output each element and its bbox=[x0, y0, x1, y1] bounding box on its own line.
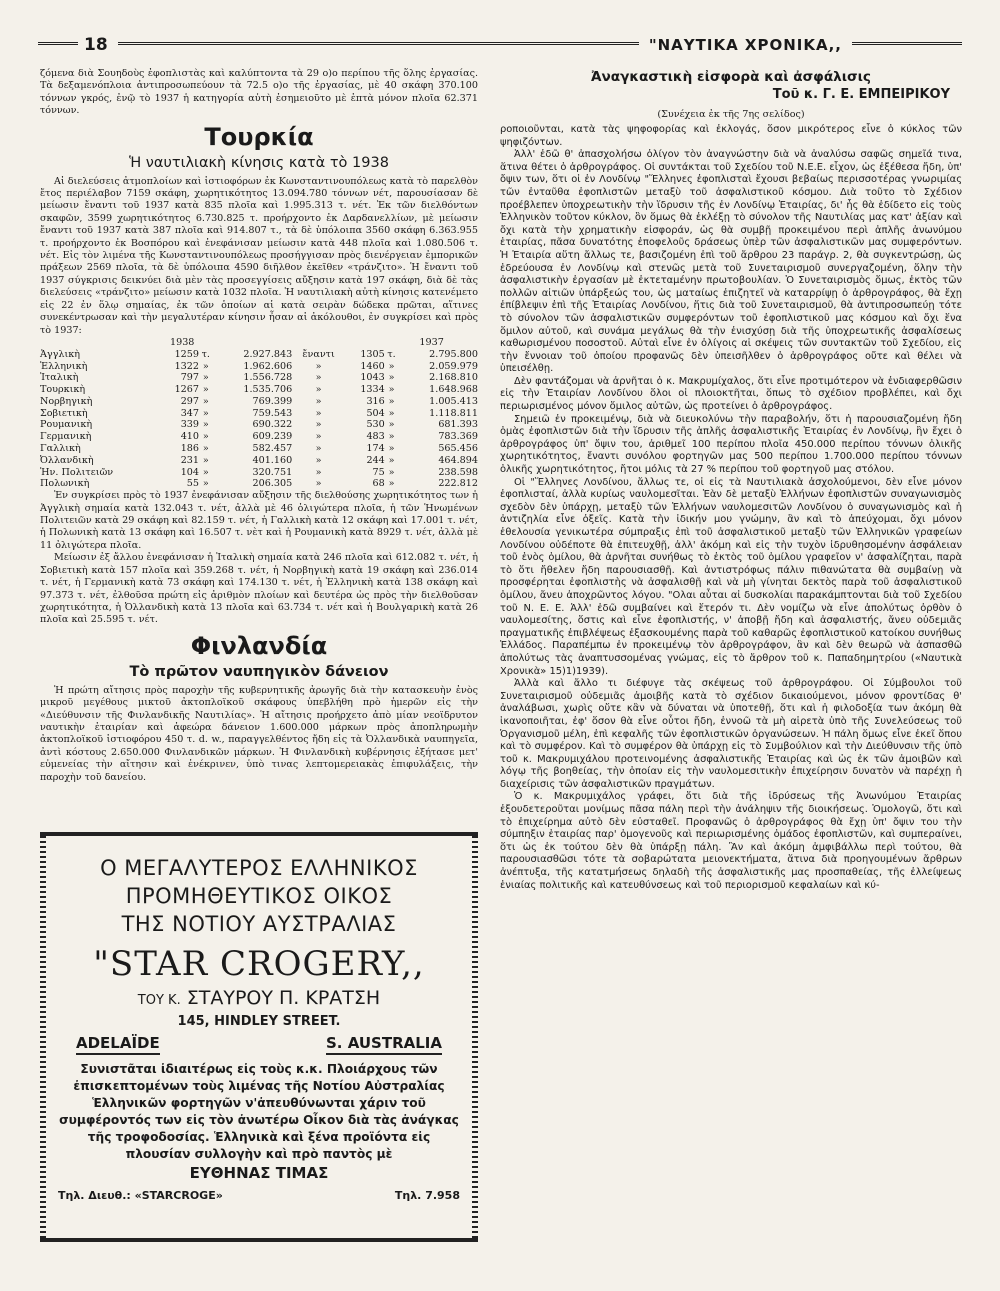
table-cell-t38: 401.160 bbox=[252, 454, 293, 466]
article-paragraph-2: Δὲν φαντάζομαι νὰ ἀρνῆται ὁ κ. Μακρυμίχαλος, ὅτι εἶνε προτιμότερον νὰ ἐνδιαφερθῶσιν εἰς τὴν Ἑταιρίαν Λονδίνου ὅλοι οἱ πλοιοκτῆται, ὅπως τὸ σχέδιον προβλέπει, καὶ ὄχι περιωρισμένος μόνον ὅμιλος αὐτῶν, ὡς προτείνει ὁ ἀρθρογράφος. bbox=[500, 375, 962, 413]
finland-subheading: Τὸ πρῶτον ναυπηγικὸν δάνειον bbox=[129, 663, 389, 680]
header-rule-right bbox=[852, 42, 962, 48]
table-cell-s37: 1043 bbox=[360, 372, 385, 384]
table-cell-u: » bbox=[388, 443, 395, 455]
article-paragraph-3: Σημειῶ ἐν προκειμένῳ, διὰ νὰ διευκολύνω τὴν παραβολήν, ὅτι ἡ παρουσιαζομένη ἤδη ὁμὰς ἐφοπλιστῶν διὰ τὴν ἵδρυσιν τῆς ἁπλῆς ἀσφαλιστικῆς Ἑταιρίας ἐν Λονδίνῳ, ἣν ἔχει ὁ ἀρθρογράφος ὑπ' ὄψιν του, ἀριθμεῖ 100 περίπου πλοῖα 450.000 περίπου τόννων ὁλικῆς χωρητικότητος, ἔναντι συνόλου φορτηγῶν μας 500 περίπου 1.700.000 περίπου τόννων ὁλικῆς χωρητικότητος, ἤτοι μόλις τὰ 27 % περίπου τοῦ φορτηγοῦ μας στόλου. bbox=[500, 413, 962, 476]
table-cell-sep: » bbox=[315, 454, 322, 466]
table-cell-t38: 690.322 bbox=[252, 419, 293, 431]
table-cell-flag: Τουρκικὴ bbox=[40, 384, 86, 396]
table-cell-u: » bbox=[202, 360, 209, 372]
table-cell-t38: 320.751 bbox=[252, 466, 293, 478]
table-cell-u: » bbox=[388, 360, 395, 372]
turkey-paragraph-2: Ἐν συγκρίσει πρὸς τὸ 1937 ἐνεφάνισαν αὔξησιν τῆς διελθούσης χωρητικότητος των ἡ Ἀγγλικὴ σημαία κατὰ 132.043 τ. νέτ, ἀλλὰ μὲ 46 ὀλιγώτερα πλοῖα, ἡ τῶν Ἡνωμένων Πολιτειῶν κατὰ 29 σκάφη καὶ 82.159 τ. νέτ, ἡ Γαλλικὴ κατὰ 12 σκάφη καὶ 17.001 τ. νέτ, ἡ Πολωνικὴ κατὰ 13 σκάφη καὶ 16.507 τ. νὲτ καὶ ἡ Ρουμανικὴ κατὰ 8929 τ. νέτ, ἀλλὰ μὲ 11 ὀλιγώτερα πλοῖα. bbox=[40, 490, 478, 551]
table-cell-t37: 565.456 bbox=[438, 443, 478, 455]
table-cell-t38: 1.535.706 bbox=[243, 384, 293, 396]
table-cell-s38: 410 bbox=[180, 431, 199, 443]
table-cell-u: τ. bbox=[387, 348, 396, 360]
table-cell-t37: 1.648.968 bbox=[429, 384, 478, 396]
table-cell-s37: 68 bbox=[372, 478, 385, 490]
continuation-note: (Συνέχεια ἐκ τῆς 7ης σελίδος) bbox=[657, 109, 805, 120]
intro-paragraph: ζόμενα διὰ Σουηδοὺς ἐφοπλιστὰς καὶ καλύπτοντα τὰ 29 ο)ο περίπου τῆς ὅλης ἐργασίας. Τὰ δεξαμενόπλοια ἀντιπροσωπεύουν τὰ 72.5 ο)ο τῆς ἐργασίας, μὲ 40 σκάφη 370.100 τόννων γκρός, ἐνῷ τὸ 1937 ἡ κατηγορία αὐτὴ ἐσημειοῦτο μὲ ἑπτὰ μόνον πλοῖα 62.371 τόννων. bbox=[40, 68, 478, 117]
ad-line-1: Ο ΜΕΓΑΛΥΤΕΡΟΣ ΕΛΛΗΝΙΚΟΣ bbox=[100, 856, 418, 880]
table-cell-sep: » bbox=[315, 431, 322, 443]
table-row bbox=[40, 467, 478, 479]
table-cell-t37: 1.005.413 bbox=[429, 395, 478, 407]
publication-title: "ΝΑΥΤΙΚΑ ΧΡΟΝΙΚΑ,, bbox=[648, 36, 842, 54]
article-paragraph-1: Ἀλλ' ἐδῶ θ' ἀπασχολήσω ὀλίγον τὸν ἀναγνώστην διὰ νὰ ἀναλύσω σαφῶς σημεῖά τινα, ἅτινα θέτει ὁ ἀρθρογράφος. Οἱ συντάκται τοῦ Σχεδίου τοῦ Ν.Ε.Ε. εἶχον, ὡς ἐξέθεσα ἤδη, ὑπ' ὄψιν των, ὅτι οἱ ἐν Λονδίνῳ "Ἕλληνες ἐφοπλισταὶ ἔχουσι βεβαίως περισσοτέρας γνωριμίας τῶν ἐνταῦθα ἐφοπλιστῶν μεταξὺ τοῦ ἀσφαλιστικοῦ κόσμου. Διὰ τοῦτο τὸ Σχέδιον προέβλεπεν ὑποχρεωτικὴν τὴν ἵδρυσιν τῆς ἐν Λονδίνῳ Ἑταιρίας, δι' ἧς θὰ ἐδίδετο εἰς τοὺς Ἑλληνικὸν τοῦτον κύκλον, ὃν ὅμως θὰ ἐκλέξῃ τὸ σύνολον τῆς Ναυτιλίας μας κατ' ἀξίαν καὶ ὄχι κατὰ τὴν χρηματικὴν εἰσφοράν, ὡς θὰ συμβῇ προκειμένου περὶ ἁπλῆς ἀνωνύμου ἑταιρίας, πᾶσα δυνατότης ἐποφελοῦς δράσεως ὑπὲρ τῶν ἀσφαλιστικῶν μας συμφερόντων. Ἡ Ἑταιρία αὕτη ἄλλως τε, βασιζομένη ἐπὶ τοῦ ἄρθρου 23 παράγρ. 2, θὰ συγκεντρώσῃ, ὡς ἑδρεύουσα ἐν Λονδίνῳ καὶ στενῶς μετὰ τοῦ Συνεταιρισμοῦ συνεργαζομένη, ὅλην τὴν ἀσφαλιστικὴν ἐργασίαν μὲ ἐκτεταμένην πρωτοβουλίαν. Ὁ Συνεταιρισμὸς ὅμως, ἐκτὸς τῶν πολλῶν αἰτιῶν ὑπάρξεώς του, ὡς ματαίως ἐπιζητεῖ νὰ καταρρίψῃ ὁ ἀρθρογράφος, θὰ ἔχῃ ἐπίβλεψιν ἐπὶ τῆς Ἑταιρίας Λονδίνου, ἥτις διὰ τοῦ Συνεταιρισμοῦ, θὰ ἀντιπροσωπεύῃ τότε τὸ σύνολον τῶν ἀσφαλιστικῶν συμφερόντων τοῦ ἐφοπλιστικοῦ μας κόσμου καὶ ὄχι ἕνα ὅμιλον αὐτοῦ, καὶ συνάμα μεγάλως θὰ τὴν ἐνισχύσῃ διὰ τῆς ὑποχρεωτικῆς ἀσφαλίσεως καθωρισμένου ποσοστοῦ. Αὐταὶ εἶνε ἐν ὀλίγοις αἱ σκέψεις τῶν συντακτῶν τοῦ Σχεδίου, εἰς τὴν ἔννοιαν τοῦ ὁποίου προφανῶς δὲν ὑπεισῆλθεν ὁ ἀρθρογράφος οὔτε καὶ θέλει νὰ ὑπεισέλθῃ. bbox=[500, 149, 962, 375]
ad-store-name: "STAR CROGERY,, bbox=[93, 944, 425, 984]
table-cell-sep: » bbox=[315, 419, 322, 431]
ad-city: ADELAÏDE bbox=[76, 1033, 160, 1055]
table-cell-u: » bbox=[388, 454, 395, 466]
table-cell-u: » bbox=[202, 466, 209, 478]
table-cell-s37: 174 bbox=[366, 443, 385, 455]
ad-line-2: ΠΡΟΜΗΘΕΥΤΙΚΟΣ ΟΙΚΟΣ bbox=[125, 884, 393, 908]
table-cell-sep: » bbox=[315, 466, 322, 478]
table-cell-u: » bbox=[202, 372, 209, 384]
article-author: Τοῦ κ. Γ. Ε. ΕΜΠΕΙΡΙΚΟΥ bbox=[772, 87, 950, 102]
table-cell-u: » bbox=[202, 419, 209, 431]
table-cell-s38: 339 bbox=[180, 419, 199, 431]
table-cell-u: » bbox=[202, 395, 209, 407]
page-number: 18 bbox=[84, 35, 108, 55]
table-cell-t37: 2.059.979 bbox=[429, 360, 478, 372]
table-cell-u: » bbox=[202, 443, 209, 455]
table-cell-flag: Νορβηγικὴ bbox=[40, 395, 93, 407]
table-cell-sep: » bbox=[315, 478, 322, 490]
header-rule-left bbox=[38, 42, 78, 48]
table-cell-u: » bbox=[388, 478, 395, 490]
table-cell-u: » bbox=[388, 419, 395, 431]
table-cell-t37: 222.812 bbox=[438, 478, 478, 490]
ad-owner-prefix: ΤΟΥ Κ. bbox=[137, 993, 181, 1008]
table-cell-flag: Γερμανικὴ bbox=[40, 431, 92, 443]
article-paragraph-0: ροποιοῦνται, κατὰ τὰς ψηφοφορίας καὶ ἐκλογάς, ὅσον μικρότερος εἶνε ὁ κύκλος τῶν ψηφιζόντων. bbox=[500, 124, 962, 148]
year-1938: 1938 bbox=[170, 336, 195, 348]
table-cell-t38: 582.457 bbox=[252, 443, 293, 455]
table-cell-sep: » bbox=[315, 407, 322, 419]
table-cell-s37: 75 bbox=[372, 466, 385, 478]
table-cell-s37: 530 bbox=[366, 419, 385, 431]
turkey-paragraph-1: Αἱ διελεύσεις ἀτμοπλοίων καὶ ἱστιοφόρων ἐκ Κωνσταντινουπόλεως κατὰ τὸ παρελθὸν ἔτος περιέλαβον 7159 σκάφη, χωρητικότητος 13.094.780 τόννων νέτ, παρουσίασαν δὲ μείωσιν ἔναντι τοῦ 1937 κατὰ 835 πλοῖα καὶ 1.995.313 τ. νέτ. Ἐκ τῶν διελθόντων σκαφῶν, 3599 χωρητικότητος 6.730.825 τ. προήρχοντο ἐκ Δαρδανελλίων, μὲ μείωσιν ἔναντι τοῦ 1937 κατὰ 387 πλοῖα καὶ 914.807 τ., τὰ δὲ ὑπόλοιπα 3560 σκάφη 6.363.955 τ. προήρχοντο ἐκ Βοσπόρου καὶ ἐνεφάνισαν μείωσιν κατὰ 448 πλοῖα καὶ 1.080.506 τ. νέτ. Εἰς τὸν λιμένα τῆς Κωνσταντινουπόλεως προσήγγισαν πρὸς διενέργειαν ἐμπορικῶν πράξεων 2569 πλοῖα, τὰ δὲ ὑπόλοιπα 4590 διῆλθον ἐκεῖθεν «τράνζιτο». Ἡ ἔναντι τοῦ 1937 σύγκρισις δεικνύει διὰ μὲν τὰς προσεγγίσεις αὔξησιν κατὰ 197 σκάφη, διὰ δὲ τὰς διελεύσεις «τράνζιτο» μείωσιν κατὰ 1032 πλοῖα. Ἡ ναυτιλιακὴ αὐτὴ κίνησις κατενέμετο εἰς 22 ἐν ὅλῳ σημαίας, ἐκ τῶν ὁποίων αἱ κατὰ σειρὰν δώδεκα πρῶται, αἵτινες συνεκέντρωσαν καὶ τὴν μεγαλυτέραν κίνησιν ἦσαν αἱ ἀκόλουθοι, ἐν συγκρίσει καὶ πρὸς τὸ 1937: bbox=[40, 175, 478, 336]
ad-line-3: ΤΗΣ ΝΟΤΙΟΥ ΑΥΣΤΡΑΛΙΑΣ bbox=[121, 912, 397, 936]
table-cell-u: » bbox=[202, 431, 209, 443]
table-cell-flag: Ρουμανικὴ bbox=[40, 419, 93, 431]
table-row bbox=[40, 384, 478, 396]
table-cell-sep: » bbox=[315, 395, 322, 407]
table-cell-s37: 316 bbox=[366, 395, 385, 407]
table-cell-t38: 1.962.606 bbox=[243, 360, 293, 372]
article-paragraph-4: Οἱ "Ἕλληνες Λονδίνου, ἄλλως τε, οἱ εἰς τὰ Ναυτιλιακὰ ἀσχολούμενοι, δὲν εἶνε μόνον ἐφοπλισταί, ἀλλὰ κυρίως ναυλομεσῖται. Ἐὰν δὲ μεταξὺ Ἑλλήνων ἐφοπλιστῶν συναγωνισμὸς σχεδὸν δὲν ὑπάρχῃ, μεταξὺ τῶν Ἑλλήνων ναυλομεσιτῶν Λονδίνου ὁ συναγωνισμὸς καὶ ἡ ἀντιζηλία εἶνε ὀξεῖς. Κατὰ τὴν ἰδικήν μου γνώμην, ἂν καὶ τὸ ἀπεύχομαι, ὄχι μόνον ἐθελουσία γενικωτέρα σύμπραξις ἐπὶ τοῦ ἀσφαλιστικοῦ μεταξὺ τῶν Ἑλληνικῶν γραφείων Λονδίνου οὐδέποτε θὰ ἐπιτευχθῇ, ἀλλ' ἀκόμη καὶ εἰς τὴν τυχὸν ἰδρυθησομένην ἀσφάλειαν τοῦ ἑνὸς ὁμίλου, θὰ ἀρνῆται συνήθως τὸ ἐκτὸς τοῦ ὁμίλου γραφεῖον ν' ἀσφαλίζηται, παρὰ τὸ ὅτι ἤθελεν ἤδη παρουσιασθῇ. Καὶ ἀντιστρόφως πάλιν πιθανώτατα θὰ συμβαίνῃ νὰ προσφέρηται ἐφοπλιστὴς νὰ ἀσφαλισθῇ καὶ νὰ μὴ γίνηται δεκτὸς παρὰ τοῦ ἀσφαλιστικοῦ ὁμίλου, ἄνευ ἀποχρῶντος λόγου. "Ολαι αὗται αἱ δυσκολίαι παρακάμπτονται διὰ τοῦ Σχεδίου τοῦ Ν. Ε. Ε. Ἀλλ' ἐδῶ συμβαίνει καὶ ἕτερόν τι. Δὲν νομίζω νὰ εἶνε ἀπολύτως ὀρθὸν ὁ ναυλομεσίτης, ὅστις καὶ εἶνε ἐφοπλιστής, ν' ἀποβῇ ἤδη καὶ ἀσφαλιστής, ἄνευ οὐδεμιᾶς πραγματικῆς ἐπιβλέψεως ἐξασκουμένης παρὰ τοῦ καθαρῶς ἐφοπλιστικοῦ κατοίκου συνήθως Ἑλλάδος. Παραπέμπω ἐν προκειμένῳ τὸν ἀρθρογράφον, ἂν καὶ δὲν θεωρῶ νὰ ἀσπασθῶ ἀπολύτως τὰς ἀναπτυσσομένας γνώμας, εἰς τὸ ἄρθρον τοῦ κ. Παπαδημητρίου («Ναυτικὰ Χρονικὰ» 15)1)1939). bbox=[500, 476, 962, 677]
table-cell-u: » bbox=[388, 384, 395, 396]
table-cell-s38: 1267 bbox=[174, 384, 199, 396]
table-cell-flag: Γαλλικὴ bbox=[40, 443, 81, 455]
left-column bbox=[40, 68, 478, 784]
table-cell-t38: 609.239 bbox=[252, 431, 293, 443]
flag-statistics-table bbox=[40, 349, 478, 491]
ad-owner bbox=[58, 986, 460, 1013]
ad-location bbox=[58, 1033, 460, 1055]
table-cell-u: » bbox=[388, 372, 395, 384]
ad-owner-name: ΣΤΑΥΡΟΥ Π. ΚΡΑΤΣΗ bbox=[186, 987, 381, 1009]
table-cell-t37: 464.894 bbox=[438, 454, 478, 466]
table-cell-s38: 55 bbox=[186, 478, 199, 490]
table-row bbox=[40, 431, 478, 443]
table-cell-u: » bbox=[388, 466, 395, 478]
page-header bbox=[38, 32, 962, 58]
table-row bbox=[40, 372, 478, 384]
turkey-paragraph-3: Μείωσιν ἐξ ἄλλου ἐνεφάνισαν ἡ Ἰταλικὴ σημαία κατὰ 246 πλοῖα καὶ 612.082 τ. νέτ, ἡ Σοβιετικὴ κατὰ 157 πλοῖα καὶ 359.268 τ. νέτ, ἡ Νορβηγικὴ κατὰ 19 σκάφη καὶ 236.014 τ. νέτ, ἡ Γερμανικὴ κατὰ 73 σκάφη καὶ 174.130 τ. νέτ, ἡ Ἑλληνικὴ κατὰ 138 σκάφη καὶ 97.373 τ. νέτ, ἐλθοῦσα πρώτη εἰς ἀριθμὸν πλοίων καὶ δευτέρα ὡς πρὸς τὴν διελθοῦσαν χωρητικότητα, ἡ Ὀλλανδικὴ κατὰ 13 πλοῖα καὶ 63.734 τ. νέτ καὶ ἡ Βουλγαρικὴ κατὰ 26 πλοῖα καὶ 25.595 τ. νέτ. bbox=[40, 552, 478, 626]
table-cell-s38: 297 bbox=[180, 395, 199, 407]
table-cell-s37: 1334 bbox=[360, 384, 385, 396]
article-paragraph-5: Ἀλλὰ καὶ ἄλλο τι διέφυγε τὰς σκέψεως τοῦ ἀρθρογράφου. Οἱ Σύμβουλοι τοῦ Συνεταιρισμοῦ οὐδεμιᾶς ἀμοιβῆς κατὰ τὸ σχέδιον δικαιούμενοι, μόνον φροντίδας θ' ἀναλάβωσι, χωρὶς οὔτε κἂν νὰ δύναται νὰ ὑποτεθῇ, ὅτι καὶ ἡ φιλοδοξία των ἀκόμη θὰ ἱκανοποιῆται, ἐφ' ὅσον θὰ εἶνε οὗτοι ἤδη, ἐννοῶ τὰ μὴ αἱρετὰ ὑπὸ τῆς Συνελεύσεως τοῦ Ὀργανισμοῦ μέλη, ἐπὶ κεφαλῆς τῶν ἐφοπλιστικῶν ὀργανώσεων. Ἡ πάλη ὅμως εἶνε ἐκεῖ ὅπου καὶ τὸ συμφέρον. Καὶ τὸ συμφέρον θὰ ὑπάρχῃ εἰς τὸ Συμβούλιον καὶ τὴν Διεύθυνσιν τῆς ὑπὸ τοῦ κ. Μακρυμιχάλου προτεινομένης ἀσφαλιστικῆς Ἑταιρίας καὶ ὡς ἐκ τῶν ἀμοιβῶν καὶ λόγῳ τῆς βοηθείας, τὴν ὁποίαν εἰς τὴν ναυλομεσιτικὴν ἐπιχείρησιν δυνατὸν νὰ παρέχῃ ἡ διαχείρισις τῶν ἀσφαλιστικῶν πραγμάτων. bbox=[500, 678, 962, 790]
article-paragraph-6: Ὁ κ. Μακρυμιχάλος γράφει, ὅτι διὰ τῆς ἱδρύσεως τῆς Ἀνωνύμου Ἑταιρίας ἐξουδετεροῦται μονίμως πᾶσα πάλη περὶ τὴν ἀνάληψιν τῆς διοικήσεως. Ὁμολογῶ, ὅτι καὶ τὸ ἐπιχείρημα αὐτὸ δὲν εὐσταθεῖ. Προφανῶς ὁ ἀρθρογράφος θὰ ἔχῃ ὑπ' ὄψιν του τὴν σύμπηξιν ἑταιρίας παρ' ὁμογενοῦς καὶ περιωρισμένης ὁμάδος ἐφοπλιστῶν, καὶ συμπεραίνει, ὅτι ὡς ἐκ τούτου δὲν θὰ ὑπάρξῃ πάλη. Ἂν καὶ ἀκόμη ἀμφιβάλλω περὶ τούτου, θὰ παρουσιασθῶσι τότε τὰ σοβαρώτατα μειονεκτήματα, ἅτινα διὰ προηγουμένων ἄρθρων ἀνέπτυξα, τῆς κατατμήσεως δηλαδὴ τῆς ἀσφαλιστικῆς μας προσπαθείας, τῆς ἐλλείψεως ἑνιαίας πολιτικῆς καὶ κατευθύνσεως καὶ τοῦ περιορισμοῦ κεφαλαίων καὶ κύ- bbox=[500, 791, 962, 891]
table-cell-u: » bbox=[202, 407, 209, 419]
turkey-subheading: Ἡ ναυτιλιακὴ κίνησις κατὰ τὸ 1938 bbox=[129, 154, 389, 171]
table-cell-t38: 206.305 bbox=[252, 478, 293, 490]
table-row bbox=[40, 396, 478, 408]
table-row bbox=[40, 443, 478, 455]
table-cell-flag: Ἡν. Πολιτειῶν bbox=[40, 466, 114, 478]
table-cell-sep: » bbox=[315, 384, 322, 396]
table-cell-s38: 1259 bbox=[174, 348, 199, 360]
table-cell-t37: 238.598 bbox=[438, 466, 478, 478]
table-cell-s38: 1322 bbox=[174, 360, 199, 372]
table-cell-t38: 2.927.843 bbox=[243, 348, 293, 360]
turkey-heading: Τουρκία bbox=[204, 122, 314, 151]
table-cell-t38: 759.543 bbox=[252, 407, 293, 419]
table-cell-u: » bbox=[202, 478, 209, 490]
right-column bbox=[500, 68, 962, 892]
table-cell-s37: 483 bbox=[366, 431, 385, 443]
ad-country: S. AUSTRALIA bbox=[326, 1033, 442, 1055]
table-cell-s38: 186 bbox=[180, 443, 199, 455]
table-cell-flag: Ἰταλικὴ bbox=[40, 372, 79, 384]
table-cell-u: » bbox=[388, 431, 395, 443]
table-cell-t37: 1.118.811 bbox=[429, 407, 478, 419]
year-1937: 1937 bbox=[419, 336, 444, 348]
table-cell-t37: 2.795.800 bbox=[429, 348, 478, 360]
table-cell-t38: 1.556.728 bbox=[243, 372, 293, 384]
ad-street: 145, HINDLEY STREET. bbox=[177, 1014, 341, 1029]
table-cell-t37: 2.168.810 bbox=[429, 372, 478, 384]
ad-phone: Τηλ. 7.958 bbox=[394, 1189, 460, 1202]
table-row bbox=[40, 361, 478, 373]
table-cell-sep: » bbox=[315, 443, 322, 455]
table-cell-s37: 504 bbox=[366, 407, 385, 419]
table-row bbox=[40, 349, 478, 361]
table-cell-s37: 244 bbox=[366, 454, 385, 466]
table-cell-s38: 231 bbox=[180, 454, 199, 466]
ad-body-text: Συνιστᾶται ἰδιαιτέρως εἰς τοὺς κ.κ. Πλοιάρχους τῶν ἐπισκεπτομένων τοὺς λιμένας τῆς Νοτίου Αὐστραλίας Ἑλληνικῶν φορτηγῶν ν'ἀπευθύνωνται χάριν τοῦ συμφέροντός των εἰς τὸν ἀνωτέρω Οἶκον διὰ τὰς ἀνάγκας τῆς τροφοδοσίας. Ἑλληνικὰ καὶ ξένα προϊόντα εἰς πλουσίαν συλλογὴν καὶ πρὸ παντὸς μὲ bbox=[59, 1062, 459, 1161]
table-cell-u: » bbox=[388, 395, 395, 407]
ad-tagline: ΕΥΘΗΝΑΣ ΤΙΜΑΣ bbox=[189, 1164, 329, 1182]
ad-telegraph: Τηλ. Διευθ.: «STARCROGE» bbox=[58, 1189, 223, 1202]
article-title: Ἀναγκαστικὴ εἰσφορὰ καὶ ἀσφάλισις bbox=[591, 69, 871, 85]
table-cell-s37: 1305 bbox=[360, 348, 385, 360]
table-cell-flag: Ἑλληνικὴ bbox=[40, 360, 88, 372]
table-cell-flag: Σοβιετικὴ bbox=[40, 407, 88, 419]
table-cell-sep: » bbox=[315, 360, 322, 372]
table-cell-sep: ἔναντι bbox=[302, 348, 335, 360]
table-cell-sep: » bbox=[315, 372, 322, 384]
table-year-header bbox=[40, 337, 478, 349]
table-cell-flag: Ὀλλανδικὴ bbox=[40, 454, 94, 466]
table-cell-u: » bbox=[202, 384, 209, 396]
table-cell-flag: Πολωνικὴ bbox=[40, 478, 90, 490]
table-cell-flag: Ἀγγλικὴ bbox=[40, 348, 80, 360]
table-row bbox=[40, 455, 478, 467]
table-cell-u: » bbox=[388, 407, 395, 419]
table-cell-t37: 681.393 bbox=[438, 419, 478, 431]
table-cell-s37: 1460 bbox=[360, 360, 385, 372]
star-crogery-advertisement bbox=[40, 832, 478, 1242]
table-cell-t38: 769.399 bbox=[252, 395, 293, 407]
ad-footer bbox=[58, 1189, 460, 1202]
finland-paragraph: Ἡ πρώτη αἴτησις πρὸς παροχὴν τῆς κυβερνητικῆς ἀρωγῆς διὰ τὴν κατασκευὴν ἑνὸς μικροῦ μεγέθους μικτοῦ ἀκτοπλοϊκοῦ σκάφους ὑπεβλήθη πρὸ ἡμερῶν εἰς τὴν «Διεύθυνσιν τῆς Φινλανδικῆς Ναυτιλίας». Ἡ αἴτησις προήρχετο ἀπὸ μίαν νεοϊδρυτον ναυτικὴν ἑταιρίαν καὶ ἀφεώρα δάνειον 1.600.000 μάρκων πρὸς ἀποπληρωμὴν ἀκτοπλοϊκοῦ ἱστιοφόρου 450 τ. d. w., παραγγελθέντος ἤδη εἰς τὰ Ὀλλανδικὰ ναυπηγεῖα, ἀντὶ κόστους 2.650.000 Φινλανδικῶν μάρκων. Ἡ Φινλανδικὴ κυβέρνησις ἐξήτασε μετ' εὐμενείας τὴν αἴτησιν καὶ ἐνέκρινεν, ὑπὸ τινας λεπτομερειακὰς ἐπιφυλάξεις, τὴν παροχὴν τοῦ δανείου. bbox=[40, 684, 478, 783]
finland-heading: Φινλανδία bbox=[190, 631, 328, 660]
table-cell-u: τ. bbox=[201, 348, 210, 360]
table-cell-s38: 104 bbox=[180, 466, 199, 478]
table-cell-s38: 797 bbox=[180, 372, 199, 384]
table-cell-u: » bbox=[202, 454, 209, 466]
table-row bbox=[40, 408, 478, 420]
table-cell-s38: 347 bbox=[180, 407, 199, 419]
table-row bbox=[40, 478, 478, 490]
table-cell-t37: 783.369 bbox=[438, 431, 478, 443]
table-row bbox=[40, 419, 478, 431]
header-rule-middle bbox=[118, 42, 639, 48]
